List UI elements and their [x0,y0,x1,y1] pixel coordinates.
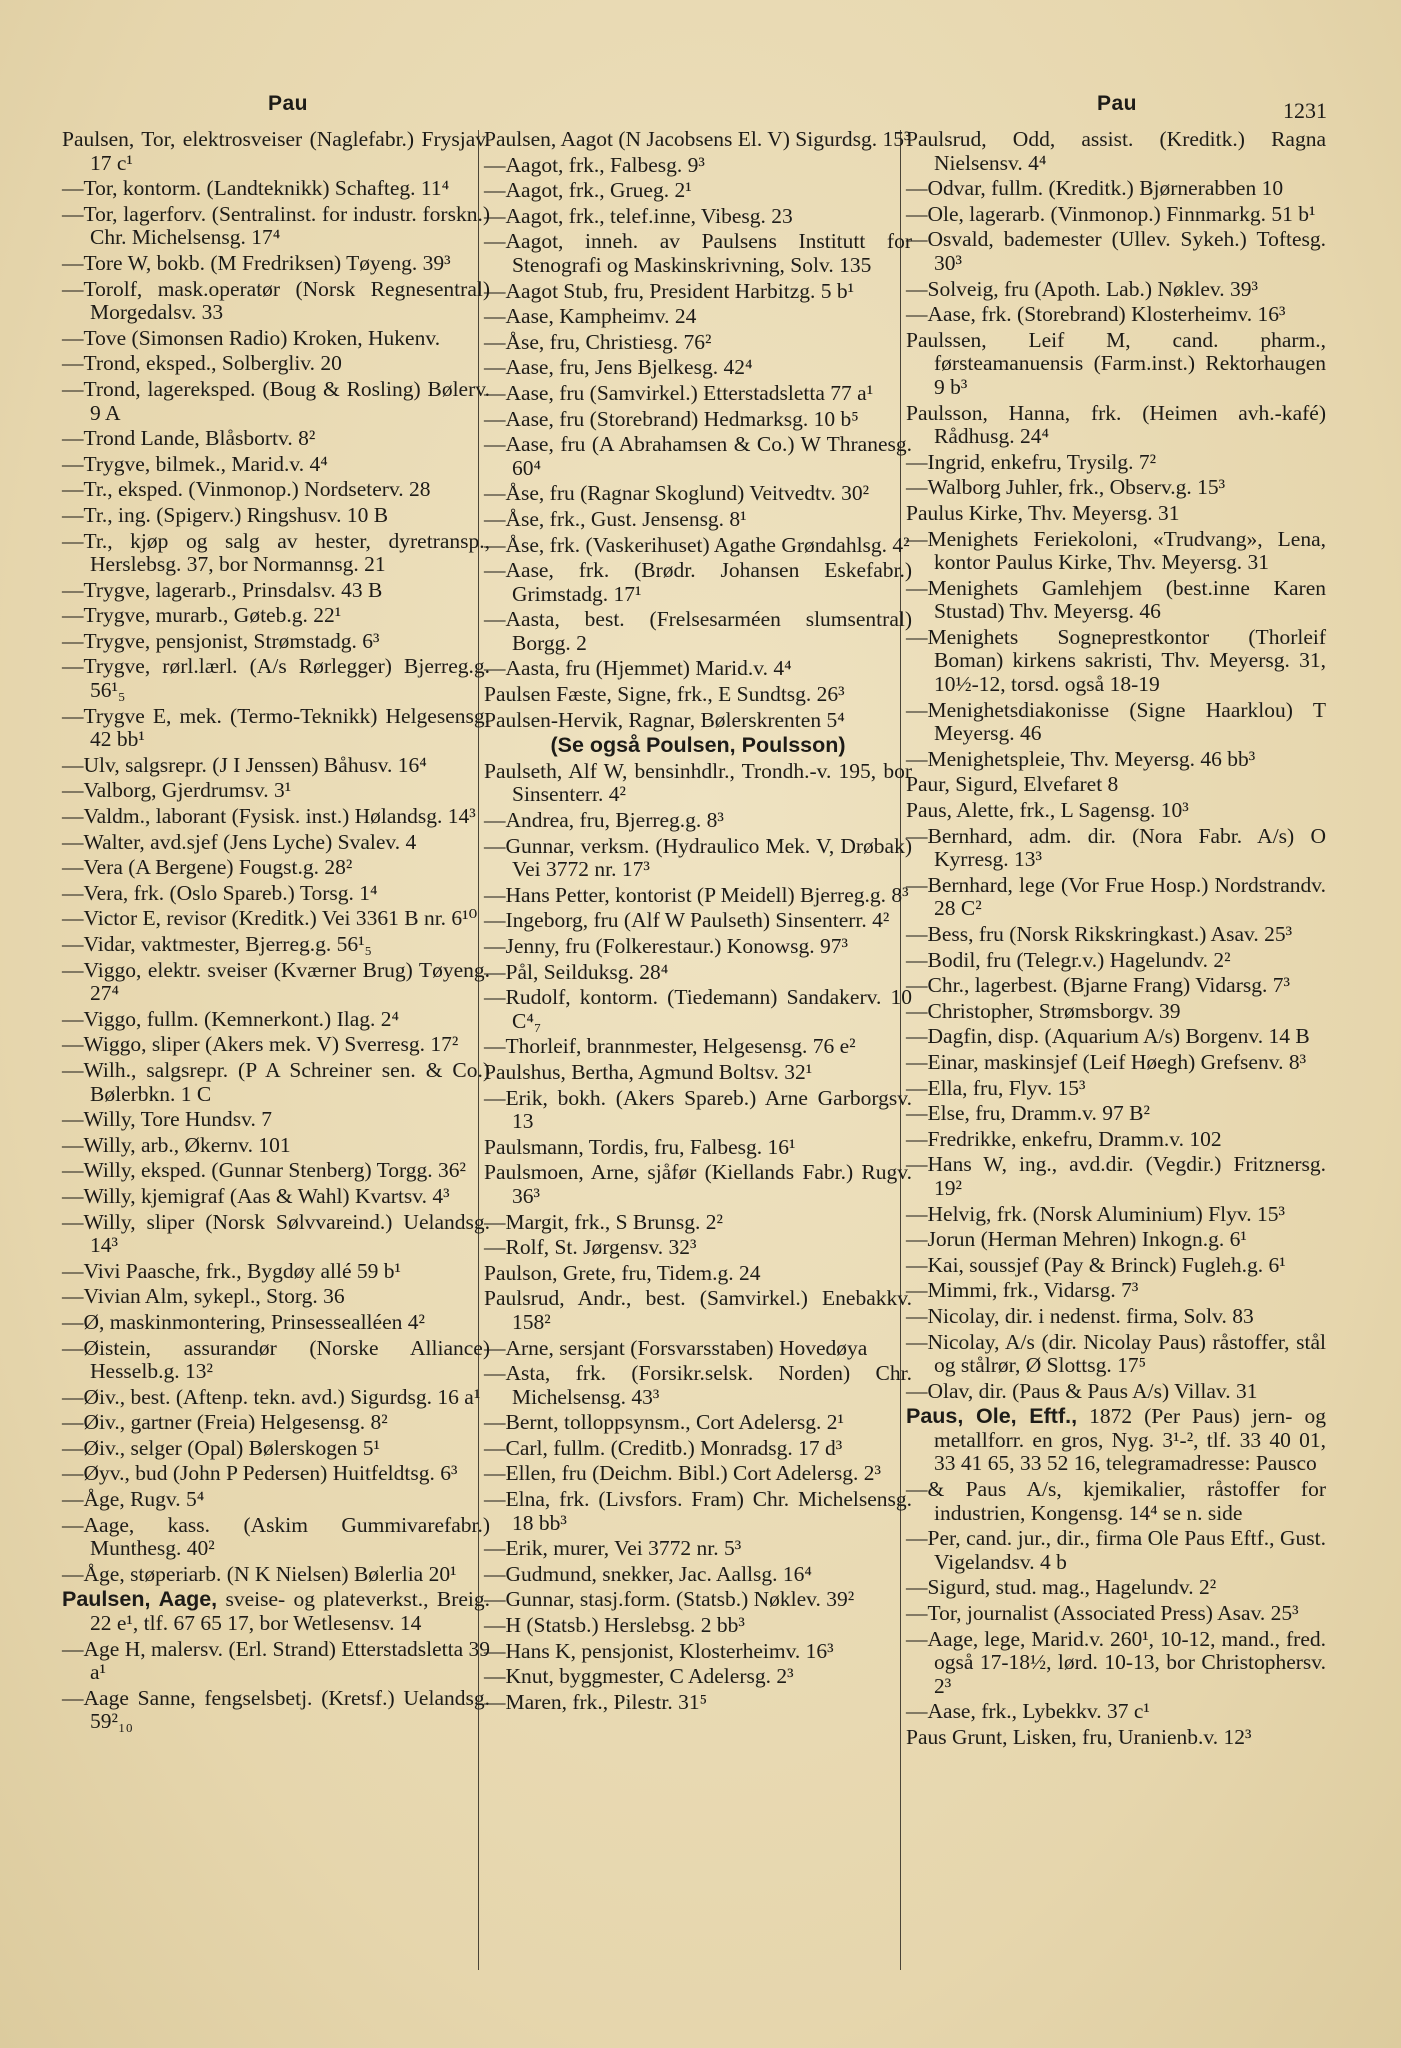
directory-entry: —Trond, lagereksped. (Boug & Rosling) Bølerv. 9 A [62,376,490,425]
directory-entry: —Aagot, frk., Grueg. 2¹ [484,178,692,203]
directory-entry: —Tr., eksped. (Vinmonop.) Nordseterv. 28 [62,477,431,502]
directory-entry: —Nicolay, A/s (dir. Nicolay Paus) råstoffer, stål og stålrør, Ø Slottsg. 17⁵ [906,1329,1326,1378]
directory-entry: —Thorleif, brannmester, Helgesensg. 76 e² [484,1034,856,1059]
directory-entry: —Christopher, Strømsborgv. 39 [906,998,1181,1023]
directory-entry: Paulsrud, Odd, assist. (Kreditk.) Ragna Nielsensv. 4⁴ [906,127,1326,175]
directory-entry: —Aage, kass. (Askim Gummivarefabr.) Munthesg. 40² [62,1512,490,1561]
directory-entry: —Aagot Stub, fru, President Harbitzg. 5 b¹ [484,278,855,303]
directory-entry: —Øiv., gartner (Freia) Helgesensg. 8² [62,1410,388,1435]
directory-entry: —Trond, eksped., Solbergliv. 20 [62,351,342,376]
directory-entry: —Menighetspleie, Thv. Meyersg. 46 bb³ [906,746,1256,771]
directory-entry: —Gunnar, verksm. (Hydraulico Mek. V, Drøbak) Vei 3772 nr. 17³ [484,833,912,882]
directory-entry: —Øiv., selger (Opal) Bølerskogen 5¹ [62,1435,380,1460]
directory-entry: —Erik, bokh. (Akers Spareb.) Arne Garborgsv. 13 [484,1085,912,1134]
directory-entry: —Ole, lagerarb. (Vinmonop.) Finnmarkg. 51 b¹ [906,201,1316,226]
directory-entry: —Erik, murer, Vei 3772 nr. 5³ [484,1536,742,1561]
directory-entry: —Carl, fullm. (Creditb.) Monradsg. 17 d³ [484,1435,843,1460]
directory-entry: —Pål, Seilduksg. 28⁴ [484,959,669,984]
directory-entry: Paus, Ole, Eftf., 1872 (Per Paus) jern- og metallforr. en gros, Nyg. 3¹-², tlf. 33 40 01, 33 41 65, 33 52 16, telegramadresse: Pausco [906,1404,1327,1476]
directory-entry: —Trygve, pensjonist, Strømstadg. 6³ [62,628,380,653]
directory-entry: Paulsen-Hervik, Ragnar, Bølerskrenten 5⁴ [484,707,845,732]
directory-entry: —Andrea, fru, Bjerreg.g. 8³ [484,808,724,833]
directory-entry: —Elna, frk. (Livsfors. Fram) Chr. Michelsensg. 18 bb³ [484,1487,912,1535]
directory-entry: —Vivian Alm, sykepl., Storg. 36 [62,1284,345,1309]
directory-entry: —Aase, fru (Storebrand) Hedmarksg. 10 b⁵ [484,406,859,431]
directory-entry: —Åse, fru (Ragnar Skoglund) Veitvedtv. 30² [484,481,870,506]
directory-entry: —Tor, lagerforv. (Sentralinst. for industr. forskn.) Chr. Michelsensg. 17⁴ [62,201,490,250]
directory-entry: —Ø, maskinmontering, Prinsessealléen 4² [62,1309,425,1334]
directory-entry: Paulshus, Bertha, Agmund Boltsv. 32¹ [484,1059,813,1084]
directory-entry: —Asta, frk. (Forsikr.selsk. Norden) Chr. Michelsensg. 43³ [484,1361,912,1409]
directory-entry: —Victor E, revisor (Kreditk.) Vei 3361 B nr. 6¹⁰ [62,906,478,931]
directory-entry: —Arne, sersjant (Forsvarsstaben) Hovedøya [484,1335,868,1360]
directory-entry: Paulsen Fæste, Signe, frk., E Sundtsg. 26³ [484,682,845,707]
directory-entry: —Helvig, frk. (Norsk Aluminium) Flyv. 15³ [906,1201,1285,1226]
directory-entry: —Gunnar, stasj.form. (Statsb.) Nøklev. 39² [484,1587,855,1612]
directory-entry: —Tr., kjøp og salg av hester, dyretransp., Herslebsg. 37, bor Normannsg. 21 [62,528,490,577]
directory-entry: —Age H, malersv. (Erl. Strand) Etterstadsletta 39 a¹ [62,1636,490,1685]
directory-entry: —H (Statsb.) Herslebsg. 2 bb³ [484,1613,745,1638]
directory-entry: —Vivi Paasche, frk., Bygdøy allé 59 b¹ [62,1258,401,1283]
directory-entry: —Øistein, assurandør (Norske Alliance) Hesselb.g. 13² [62,1335,490,1384]
directory-entry: —Bodil, fru (Telegr.v.) Hagelundv. 2² [906,947,1231,972]
directory-entry: —Wiggo, sliper (Akers mek. V) Sverresg. 17² [62,1032,459,1057]
directory-entry: —Odvar, fullm. (Kreditk.) Bjørnerabben 10 [906,176,1284,201]
directory-entry: Paus, Alette, frk., L Sagensg. 10³ [906,798,1189,823]
directory-entry: —Tove (Simonsen Radio) Kroken, Hukenv. [62,325,441,350]
directory-entry: —Vera, frk. (Oslo Spareb.) Torsg. 1⁴ [62,880,378,905]
directory-entry: —Tor, journalist (Associated Press) Asav. 25³ [906,1601,1299,1626]
directory-entry: —Gudmund, snekker, Jac. Aallsg. 16⁴ [484,1561,812,1586]
directory-entry: —Bernt, tolloppsynsm., Cort Adelersg. 2¹ [484,1410,844,1435]
directory-entry: —Olav, dir. (Paus & Paus A/s) Villav. 31 [906,1378,1258,1403]
directory-entry: —Trygve, rørl.lærl. (A/s Rørlegger) Bjerreg.g. 56¹₅ [62,654,490,703]
directory-entry: —Valdm., laborant (Fysisk. inst.) Hølandsg. 14³ [62,804,476,829]
directory-entry: —Øiv., best. (Aftenp. tekn. avd.) Sigurdsg. 16 a¹ [62,1384,481,1409]
directory-entry: —Osvald, bademester (Ullev. Sykeh.) Toftesg. 30³ [906,227,1326,275]
column-left [62,128,490,1736]
directory-entry: —Menighets Sogneprestkontor (Thorleif Boman) kirkens sakristi, Thv. Meyersg. 31, 10½-12, torsd. også 18-19 [906,624,1326,697]
directory-entry: —Mimmi, frk., Vidarsg. 7³ [906,1278,1139,1303]
directory-entry: —Trygve, murarb., Gøteb.g. 22¹ [62,603,342,628]
directory-entry: Paulus Kirke, Thv. Meyersg. 31 [906,500,1180,525]
directory-entry: —Ingeborg, fru (Alf W Paulseth) Sinsenterr. 4² [484,908,890,933]
directory-entry: —Ingrid, enkefru, Trysilg. 7² [906,449,1157,474]
directory-entry: —Margit, frk., S Brunsg. 2² [484,1209,723,1234]
directory-entry: —Fredrikke, enkefru, Dramm.v. 102 [906,1126,1222,1151]
directory-entry: —Hans W, ing., avd.dir. (Vegdir.) Fritznersg. 19² [906,1152,1326,1200]
directory-entry: —Einar, maskinsjef (Leif Høegh) Grefsenv. 8³ [906,1049,1307,1074]
directory-entry: —Willy, arb., Økernv. 101 [62,1132,291,1157]
directory-entry: —Aagot, frk., Falbesg. 9³ [484,152,705,177]
directory-entry: —Tore W, bokb. (M Fredriksen) Tøyeng. 39³ [62,250,451,275]
directory-entry: —Ulv, salgsrepr. (J I Jenssen) Båhusv. 16⁴ [62,752,427,777]
directory-entry: —Aage, lege, Marid.v. 260¹, 10-12, mand., fred. også 17-18½, lørd. 10-13, bor Christophersv. 2³ [906,1626,1326,1698]
directory-entry: Paulssen, Leif M, cand. pharm., førsteamanuensis (Farm.inst.) Rektorhaugen 9 b³ [906,327,1326,399]
directory-entry: —Aase, Kampheimv. 24 [484,304,697,329]
directory-entry: —Aase, frk., Lybekkv. 37 c¹ [906,1699,1150,1724]
directory-entry: —Walborg Juhler, frk., Observ.g. 15³ [906,475,1226,500]
directory-entry: —Aasta, fru (Hjemmet) Marid.v. 4⁴ [484,656,792,681]
directory-entry: —Jenny, fru (Folkerestaur.) Konowsg. 97³ [484,934,848,958]
directory-entry: Paulsmann, Tordis, fru, Falbesg. 16¹ [484,1134,796,1159]
directory-entry: Paulsmoen, Arne, sjåfør (Kiellands Fabr.) Rugv. 36³ [484,1160,912,1208]
directory-entry: —Aagot, frk., telef.inne, Vibesg. 23 [484,203,793,228]
directory-entry: —Hans K, pensjonist, Klosterheimv. 16³ [484,1638,834,1663]
running-head-left: Pau [268,92,309,115]
directory-entry: —Aase, fru (A Abrahamsen & Co.) W Thranesg. 60⁴ [484,432,912,480]
directory-entry: —Aasta, best. (Frelsesarméen slumsentral) Borgg. 2 [484,607,912,655]
directory-entry: —Åge, støperiarb. (N K Nielsen) Bølerlia 20¹ [62,1561,457,1586]
directory-entry: Paulseth, Alf W, bensinhdlr., Trondh.-v. 195, bor Sinsenterr. 4² [484,758,912,807]
directory-entry: —Åge, Rugv. 5⁴ [62,1487,205,1512]
directory-entry: —Tr., ing. (Spigerv.) Ringshusv. 10 B [62,502,389,527]
directory-entry: —Valborg, Gjerdrumsv. 3¹ [62,778,292,803]
directory-entry: —Hans Petter, kontorist (P Meidell) Bjerreg.g. 8³ [484,882,909,907]
directory-entry: —Ellen, fru (Deichm. Bibl.) Cort Adelersg. 2³ [484,1461,881,1486]
directory-entry: —Chr., lagerbest. (Bjarne Frang) Vidarsg. 7³ [906,973,1290,998]
directory-entry: —& Paus A/s, kjemikalier, råstoffer for industrien, Kongensg. 14⁴ se n. side [906,1477,1326,1525]
directory-entry: —Åse, frk., Gust. Jensensg. 8¹ [484,506,747,531]
directory-entry: Paulsen, Aage, sveise- og plateverkst., Breig. 22 e¹, tlf. 67 65 17, bor Wetlesensv. 14 [62,1587,490,1636]
directory-entry: —Willy, eksped. (Gunnar Stenberg) Torgg. 36² [62,1158,466,1183]
directory-entry: Paulsrud, Andr., best. (Samvirkel.) Enebakkv. 158² [484,1286,912,1334]
directory-entry: —Aase, fru (Samvirkel.) Etterstadsletta 77 a¹ [484,380,874,405]
directory-entry: —Rudolf, kontorm. (Tiedemann) Sandakerv. 10 C⁴₇ [484,985,912,1033]
directory-entry: —Aase, frk. (Brødr. Johansen Eskefabr.) Grimstadg. 17¹ [484,558,912,606]
directory-entry: —Åse, fru, Christiesg. 76² [484,329,712,354]
directory-entry: (Se også Poulsen, Poulsson) [550,733,846,758]
directory-entry: Paulsen, Aagot (N Jacobsens El. V) Sigurdsg. 15³ [484,127,911,151]
directory-entry: —Walter, avd.sjef (Jens Lyche) Svalev. 4 [62,829,417,854]
directory-entry: —Willy, sliper (Norsk Sølvvareind.) Uelandsg. 14³ [62,1209,490,1258]
directory-entry: —Per, cand. jur., dir., firma Ole Paus Eftf., Gust. Vigelandsv. 4 b [906,1526,1326,1574]
directory-entry: —Aagot, inneh. av Paulsens Institutt for Stenografi og Maskinskrivning, Solv. 135 [484,229,912,277]
directory-entry: —Aase, fru, Jens Bjelkesg. 42⁴ [484,355,753,380]
directory-entry: —Bernhard, lege (Vor Frue Hosp.) Nordstrandv. 28 C² [906,872,1326,921]
directory-entry: —Bernhard, adm. dir. (Nora Fabr. A/s) O Kyrresg. 13³ [906,823,1326,872]
column-middle [484,128,912,1716]
directory-entry: Paulsson, Hanna, frk. (Heimen avh.-kafé) Rådhusg. 24⁴ [906,400,1326,449]
directory-entry: —Trygve, lagerarb., Prinsdalsv. 43 B [62,577,383,602]
directory-entry: —Menighets Feriekoloni, «Trudvang», Lena, kontor Paulus Kirke, Thv. Meyersg. 31 [906,526,1326,575]
directory-entry: Paulson, Grete, fru, Tidem.g. 24 [484,1260,761,1285]
running-head-right: Pau [1097,92,1138,115]
directory-entry: —Trond Lande, Blåsbortv. 8² [62,426,316,451]
directory-entry: —Bess, fru (Norsk Rikskringkast.) Asav. 25³ [906,922,1293,946]
directory-entry: —Else, fru, Dramm.v. 97 B² [906,1101,1150,1126]
page-number: 1231 [1283,98,1327,123]
directory-entry: Paus Grunt, Lisken, fru, Uranienb.v. 12³ [906,1725,1252,1749]
directory-entry: —Vera (A Bergene) Fougst.g. 28² [62,855,353,880]
directory-entry: —Åse, frk. (Vaskerihuset) Agathe Grøndahlsg. 4² [484,532,910,557]
directory-entry: —Sigurd, stud. mag., Hagelundv. 2² [906,1575,1217,1600]
directory-entry: —Menighetsdiakonisse (Signe Haarklou) T Meyersg. 46 [906,697,1326,746]
directory-entry: —Willy, Tore Hundsv. 7 [62,1107,273,1132]
directory-entry: —Torolf, mask.operatør (Norsk Regnesentral) Morgedalsv. 33 [62,276,490,325]
directory-entry: —Menighets Gamlehjem (best.inne Karen Stustad) Thv. Meyersg. 46 [906,575,1326,624]
directory-entry: Paur, Sigurd, Elvefaret 8 [906,772,1119,797]
directory-entry: —Ella, fru, Flyv. 15³ [906,1075,1086,1100]
directory-entry: —Trygve, bilmek., Marid.v. 4⁴ [62,451,328,476]
directory-entry: —Aage Sanne, fengselsbetj. (Kretsf.) Uelandsg. 59²₁₀ [62,1685,490,1734]
directory-entry: —Wilh., salgsrepr. (P A Schreiner sen. & Co.) Bølerbkn. 1 C [62,1057,490,1106]
directory-entry: —Trygve E, mek. (Termo-Teknikk) Helgesensg. 42 bb¹ [62,703,490,752]
directory-entry: —Rolf, St. Jørgensv. 32³ [484,1235,697,1260]
directory-entry: —Aase, frk. (Storebrand) Klosterheimv. 16³ [906,302,1286,327]
directory-entry: —Maren, frk., Pilestr. 31⁵ [484,1689,708,1714]
directory-entry: —Viggo, elektr. sveiser (Kværner Brug) Tøyeng. 27⁴ [62,957,490,1006]
directory-entry: Paulsen, Tor, elektrosveiser (Naglefabr.) Frysjav. 17 c¹ [62,127,490,175]
directory-entry: —Viggo, fullm. (Kemnerkont.) Ilag. 2⁴ [62,1006,399,1031]
directory-entry: —Dagfin, disp. (Aquarium A/s) Borgenv. 14 B [906,1024,1310,1049]
directory-entry: —Tor, kontorm. (Landteknikk) Schafteg. 11⁴ [62,176,450,201]
column-right [906,128,1326,1752]
directory-entry: —Jorun (Herman Mehren) Inkogn.g. 6¹ [906,1227,1247,1252]
directory-entry: —Vidar, vaktmester, Bjerreg.g. 56¹₅ [62,932,373,956]
directory-entry: —Nicolay, dir. i nedenst. firma, Solv. 83 [906,1303,1254,1328]
directory-entry: —Kai, soussjef (Pay & Brinck) Fugleh.g. 6¹ [906,1252,1286,1277]
directory-entry: —Solveig, fru (Apoth. Lab.) Nøklev. 39³ [906,276,1258,301]
directory-entry: —Knut, byggmester, C Adelersg. 2³ [484,1664,794,1689]
directory-entry: —Øyv., bud (John P Pedersen) Huitfeldtsg. 6³ [62,1461,458,1486]
directory-entry: —Willy, kjemigraf (Aas & Wahl) Kvartsv. 4³ [62,1183,450,1208]
